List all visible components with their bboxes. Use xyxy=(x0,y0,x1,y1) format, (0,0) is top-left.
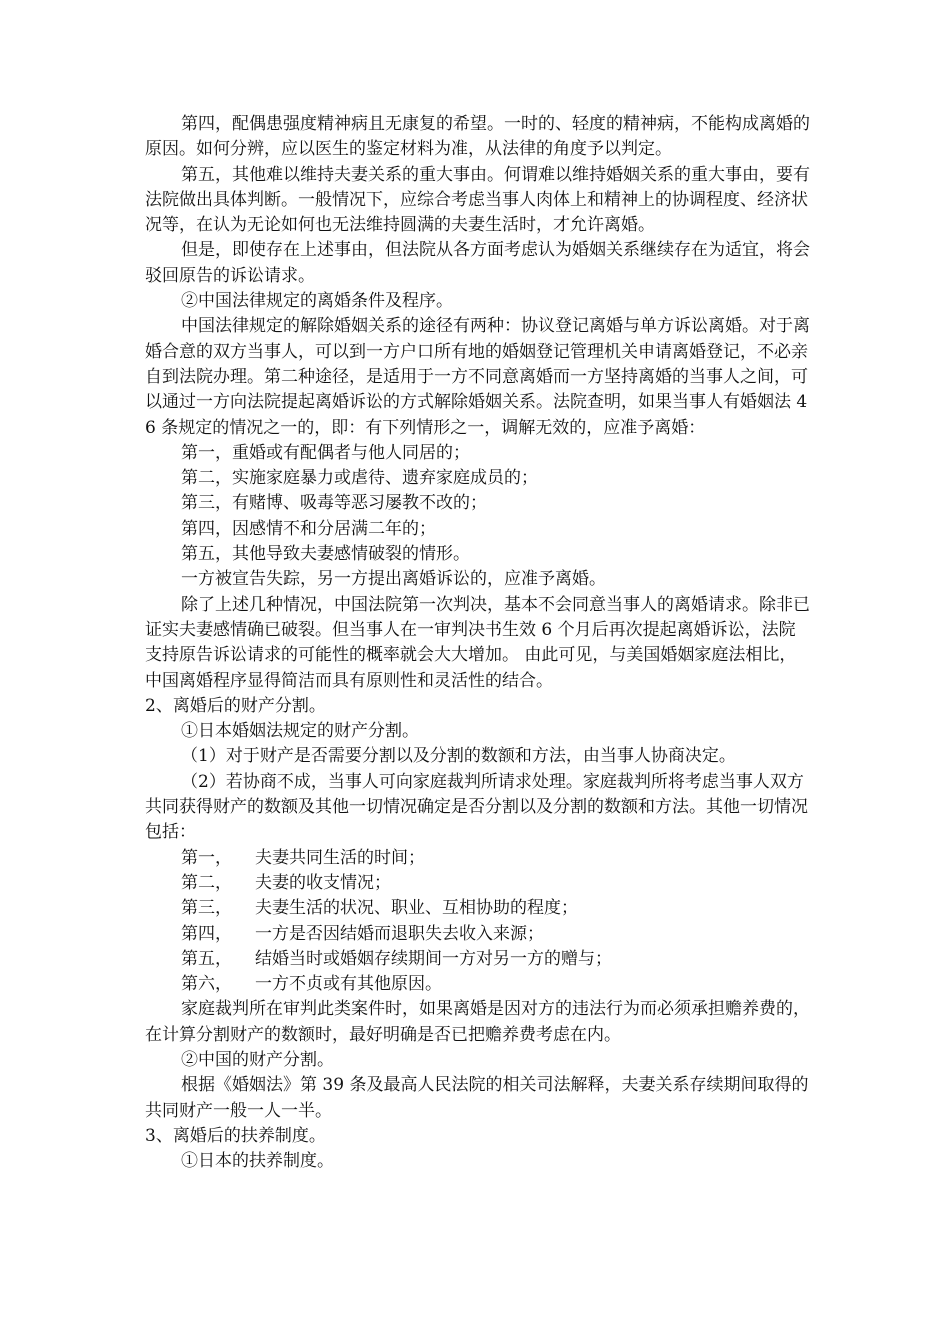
factor-item xyxy=(145,947,810,972)
factor-item xyxy=(145,896,810,921)
section-heading-support-system: 3、离婚后的扶养制度。 xyxy=(145,1125,326,1146)
paragraph-japan-rule-1: （1）对于财产是否需要分割以及分割的数额和方法，由当事人协商决定。 xyxy=(181,746,736,767)
factor-text: 夫妻共同生活的时间； xyxy=(255,847,425,868)
list-item-china-condition-4: 第四，因感情不和分居满二年的； xyxy=(181,518,436,539)
factor-number: 第四， xyxy=(181,923,232,944)
factor-text: 结婚当时或婚姻存续期间一方对另一方的赠与； xyxy=(255,948,612,969)
factor-text: 夫妻的收支情况； xyxy=(255,872,391,893)
list-item-china-condition-1: 第一，重婚或有配偶者与他人同居的； xyxy=(181,442,470,463)
factor-item xyxy=(145,972,810,997)
paragraph-alimony-consideration: 家庭裁判所在审判此类案件时，如果离婚是因对方的违法行为而必须承担赡养费的，在计算分割财产的数额时，最好明确是否已把赡养费考虑在内。 xyxy=(145,999,810,1045)
factor-number: 第一， xyxy=(181,847,232,868)
paragraph-court-rejection: 但是，即使存在上述事由，但法院从各方面考虑认为婚姻关系继续存在为适宜，将会驳回原告的诉讼请求。 xyxy=(145,240,810,286)
factor-item xyxy=(145,922,810,947)
factor-text: 一方是否因结婚而退职失去收入来源； xyxy=(255,923,544,944)
paragraph-fourth-reason: 第四，配偶患强度精神病且无康复的希望。一时的、轻度的精神病，不能构成离婚的原因。如何分辨，应以医生的鉴定材料为准，从法律的角度予以判定。 xyxy=(145,114,810,160)
list-item-china-condition-3: 第三，有赌博、吸毒等恶习屡教不改的； xyxy=(181,493,487,514)
paragraph-japan-rule-2: （2）若协商不成，当事人可向家庭裁判所请求处理。家庭裁判所将考虑当事人双方共同获得财产的数额及其他一切情况确定是否分割以及分割的数额和方法。其他一切情况包括： xyxy=(145,771,808,843)
section-heading-property-division: 2、离婚后的财产分割。 xyxy=(145,695,326,716)
subheading-japan-support-system: ①日本的扶养制度。 xyxy=(181,1151,334,1172)
document-page xyxy=(145,112,810,1174)
paragraph-china-comparison: 除了上述几种情况，中国法院第一次判决，基本不会同意当事人的离婚请求。除非已证实夫妻感情确已破裂。但当事人在一审判决书生效 6 个月后再次提起离婚诉讼，法院支持原告诉讼请求的可能性的概率就会大大增加。 由此可见，与美国婚姻家庭法相比，中国离婚程序显得简洁而具有原则性和灵活性的结合。 xyxy=(145,594,810,691)
list-item-china-condition-2: 第二，实施家庭暴力或虐待、遗弃家庭成员的； xyxy=(181,468,538,489)
paragraph-fifth-reason: 第五，其他难以维持夫妻关系的重大事由。何谓难以维持婚姻关系的重大事由，要有法院做出具体判断。一般情况下，应综合考虑当事人肉体上和精神上的协调程度、经济状况等，在认为无论如何也无法维持圆满的夫妻生活时，才允许离婚。 xyxy=(145,164,810,236)
paragraph-china-divorce-procedure: 中国法律规定的解除婚姻关系的途径有两种：协议登记离婚与单方诉讼离婚。对于离婚合意的双方当事人，可以到一方户口所有地的婚姻登记管理机关申请离婚登记，不必亲自到法院办理。第二种途径，是适用于一方不同意离婚而一方坚持离婚的当事人之间，可以通过一方向法院提起离婚诉讼的方式解除婚姻关系。法院查明，如果当事人有婚姻法 46 条规定的情况之一的，即：有下列情形之一，调解无效的，应准予离婚： xyxy=(145,316,810,438)
factor-number: 第六， xyxy=(181,974,232,995)
factor-text: 一方不贞或有其他原因。 xyxy=(255,974,442,995)
factor-item xyxy=(145,846,810,871)
subheading-japan-property-division: ①日本婚姻法规定的财产分割。 xyxy=(181,721,419,742)
paragraph-china-property-rule: 根据《婚姻法》第 39 条及最高人民法院的相关司法解释，夫妻关系存续期间取得的共同财产一般一人一半。 xyxy=(145,1075,809,1121)
factor-number: 第五， xyxy=(181,948,232,969)
factor-text: 夫妻生活的状况、职业、互相协助的程度； xyxy=(255,898,578,919)
factor-number: 第二， xyxy=(181,872,232,893)
subheading-china-divorce-conditions: ②中国法律规定的离婚条件及程序。 xyxy=(181,291,453,312)
factor-number: 第三， xyxy=(181,898,232,919)
factor-item xyxy=(145,871,810,896)
list-item-china-condition-5: 第五，其他导致夫妻感情破裂的情形。 xyxy=(181,544,470,565)
subheading-china-property-division: ②中国的财产分割。 xyxy=(181,1049,334,1070)
paragraph-missing-spouse: 一方被宣告失踪，另一方提出离婚诉讼的，应准予离婚。 xyxy=(181,569,606,590)
